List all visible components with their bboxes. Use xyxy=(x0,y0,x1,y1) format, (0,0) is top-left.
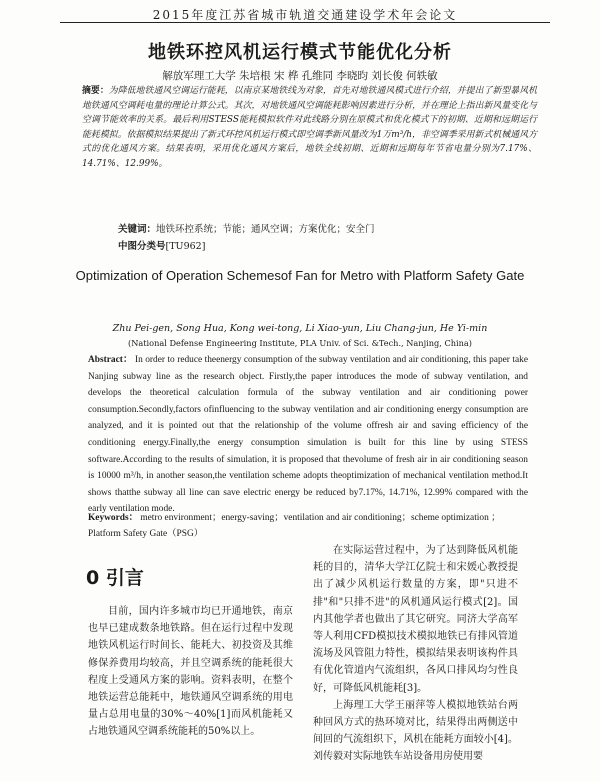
abstract-cn-label: 摘要： xyxy=(82,86,109,96)
paper-title-en: Optimization of Operation Schemesof Fan for Metro with Platform Safety Gate xyxy=(75,268,525,283)
authors-cn: 解放军理工大学 朱培根 宋 桦 孔维同 李晓昀 刘长俊 何轶敏 xyxy=(162,70,438,82)
body-column-right xyxy=(313,542,518,766)
keywords-cn-label: 关键词： xyxy=(118,224,157,235)
section-heading-introduction: 0 引言 xyxy=(86,567,144,589)
abstract-en xyxy=(88,352,528,518)
keywords-en-label: Keywords： xyxy=(88,513,138,523)
abstract-en-label: Abstract： xyxy=(88,355,133,365)
abstract-cn xyxy=(82,84,537,172)
clc-number xyxy=(118,238,205,252)
keywords-cn-text: 地铁环控系统；节能；通风空调；方案优化；安全门 xyxy=(156,224,375,235)
authors-en: Zhu Pei-gen, Song Hua, Kong wei-tong, Li Xiao-yun, Liu Chang-jun, He Yi-min xyxy=(112,323,488,334)
keywords-en xyxy=(88,510,528,542)
header-rule xyxy=(60,22,550,23)
body-paragraph: 上海理工大学王丽萍等人模拟地铁站台两种回风方式的热环境对比，结果得出两侧送中间回的气流组织下，风机在能耗方面较小[4]。刘传毅对实际地铁车站设备用房使用要 xyxy=(313,699,518,763)
body-column-left xyxy=(88,603,293,741)
body-paragraph: 目前，国内许多城市均已开通地铁，南京也早已建成数条地铁路。但在运行过程中发现地铁风机运行时间长、能耗大、初投资及其维修保养费用均较高，并且空调系统的能耗很大程度上受通风方案的影响。资料表明，在整个地铁运营总能耗中，地铁通风空调系统的用电量占总用电量的30%～40%[1]而风机能耗又占地铁通风空调系统能耗的50%以上。 xyxy=(88,606,293,738)
paper-title-cn: 地铁环控风机运行模式节能优化分析 xyxy=(148,42,452,63)
abstract-cn-text: 为降低地铁通风空调运行能耗，以南京某地铁线为对象，首先对地铁通风模式进行介绍，并提出了新型暴风机地铁通风空调耗电量的理论计算公式。其次，对地铁通风空调能耗影响因素进行分析，并在理论上指出新风量变化与空调节能效率的关系。最后利用STESS能耗模拟软件对此线路分别在原模式和优化模式下的初期、近期和远期运行能耗模拟。依据模拟结果提出了新式环控风机运行模式即空调季新风量改为1万m³/h，非空调季采用新式机械通风方式的优化通风方案。结果表明，采用优化通风方案后，地铁全线初期、近期和远期每年节省电量分别为7.17%、14.71%、12.99%。 xyxy=(82,86,538,169)
abstract-en-text: In order to reduce theenergy consumption of the subway ventilation and air conditioning, this paper take Nanjing subway line as the research object. Firstly,the paper introduces the mode of subway ventilation, and develops the theoretical calculation formula of the subway ventilation and air conditioning power consumption.Secondly,factors ofinfluencing to the subway ventilation and air conditioning energy consumption are analyzed, and it is pointed out that the relationship of the volume offresh air and saving efficiency of the conditioning energy.Finally,the energy consumption simulation is built for this line by using STESS software.According to the results of simulation, it is proposed that thevolume of fresh air in air conditioning season is 10000 m³/h, in another season,the ventilation scheme adopts theoptimization of mechanical ventilation method.It shows thatthe subway all line can save electric energy be reduced by7.17%, 14.71%, 12.99% compared with the early ventilation mode. xyxy=(88,355,529,515)
affiliation-en: (National Defense Engineering Institute, PLA Univ. of Sci. &Tech., Nanjing, China) xyxy=(128,338,472,348)
clc-code: [TU962] xyxy=(165,241,206,252)
keywords-cn xyxy=(118,221,375,235)
running-header: 2015年度江苏省城市轨道交通建设学术年会论文 xyxy=(152,8,458,22)
keywords-en-text: metro environment；energy-saving；ventilation and air conditioning；scheme optimization ；Platform Safety Gate（PSG） xyxy=(88,513,501,539)
clc-label: 中图分类号 xyxy=(118,241,166,252)
body-paragraph: 在实际运营过程中，为了达到降低风机能耗的目的，清华大学江亿院士和宋媛心教授提出了减少风机运行数量的方案，即"只进不排"和"只排不进"的风机通风运行模式[2]。国内其他学者也做出了其它研究。同济大学高军等人利用CFD模拟技术模拟地铁已有排风管道流场及风管阻力特性，模拟结果表明该构件具有优化管道内气流组织，各风口排风均匀性良好，可降低风机能耗[3]。 xyxy=(313,545,518,694)
